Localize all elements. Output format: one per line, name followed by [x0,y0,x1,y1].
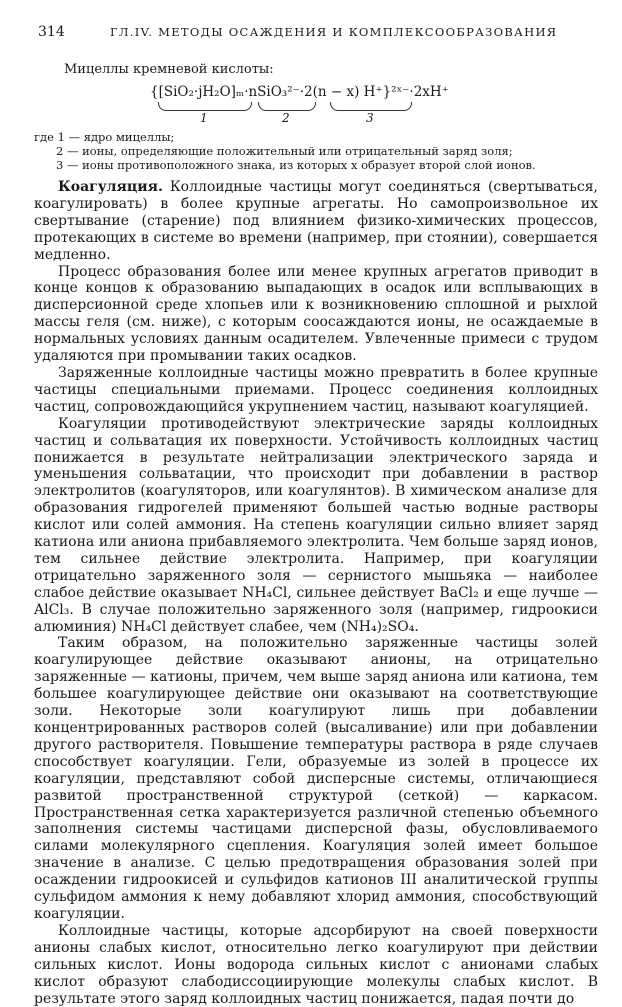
underbrace-label-3: 3 [366,111,374,125]
running-title: ГЛ.IV. МЕТОДЫ ОСАЖДЕНИЯ И КОМПЛЕКСООБРАЗОВАНИЯ [110,25,558,39]
legend-line-3: 3 — ионы противоположного знака, из которых x образует второй слой ионов. [56,158,536,172]
legend-line-2: 2 — ионы, определяющие положительный или отрицательный заряд золя; [56,144,513,158]
formula-legend [34,130,594,172]
underbrace-2 [258,102,316,111]
formula-potential-ions: ·nSiO₃²⁻ [244,84,300,100]
paragraph-3: Заряженные коллоидные частицы можно превратить в более крупные частицы специальными приемами. Процесс соединения коллоидных частиц, сопровождающийся укрупнением частиц, называют коагуляцией. [34,364,598,415]
paragraph-4: Коагуляции противодействуют электрические заряды коллоидных частиц и сольватация их поверхности. Устойчивость коллоидных частиц понижается в результате нейтрализации электрического заряда и уменьшения сольватации, что происходит при добавлении в раствор электролитов (коагуляторов, или коагулянтов). В химическом анализе для образования гидрогелей применяют большей частью водные растворы кислот или солей аммония. На степень коагуляции сильно влияет заряд катиона или аниона прибавляемого электролита. Чем больше заряд ионов, тем сильнее действие электролита. Например, при коагуляции отрицательно заряженного золя — сернистого мышьяка — наиболее слабое действие оказывает NH₄Cl, сильнее действует BaCl₂ и еще лучше — AlCl₃. В случае положительно заряженного золя (например, гидроокиси алюминия) NH₄Cl действует слабее, чем (NH₄)₂SO₄. [34,415,598,635]
underbrace-label-1: 1 [200,111,208,125]
paragraph-6: Коллоидные частицы, которые адсорбируют на своей поверхности анионы слабых кислот, относительно легко коагулируют при действии сильных кислот. Ионы водорода сильных кислот с анионами слабых кислот образуют слабодиссоциирующие молекулы слабых кислот. В результате этого заряд коллоидных частиц понижается, падая почти до [34,922,598,1007]
page-number: 314 [38,24,65,40]
underbrace-3 [330,102,412,111]
micelle-formula [150,84,470,126]
body-text [34,179,598,1007]
paragraph-coagulation [34,179,598,264]
formula-line [150,84,449,100]
underbrace-label-2: 2 [282,111,290,125]
paragraph-2: Процесс образования более или менее крупных агрегатов приводит в конце концов к образованию выпадающих в осадок или всплывающих в дисперсионной среде хлопьев или к возникновению сплошной и рыхлой массы геля (см. ниже), с которым соосаждаются ионы, не осаждаемые в нормальных условиях данным осадителем. Увлеченные примеси с трудом удаляются при промывании таких осадков. [34,263,598,365]
paragraph-5: Таким образом, на положительно заряженные частицы золей коагулирующее действие оказывают анионы, на отрицательно заряженные — катионы, причем, чем выше заряд аниона или катиона, тем большее коагулирующее действие они оказывают на соответствующие золи. Некоторые золи коагулируют лишь при добавлении концентрированных растворов солей (высаливание) или при добавлении другого растворителя. Повышение температуры раствора в ряде случаев способствует коагуляции. Гели, образуемые из золей в процессе их коагуляции, представляют собой дисперсные системы, отличающиеся развитой пространственной структурой (сеткой) — каркасом. Пространственная сетка характеризуется различной степенью объемного заполнения системы частицами дисперсной фазы, обусловливаемого силами молекулярного сцепления. Коагуляция золей имеет большое значение в анализе. С целью предотвращения образования золей при осаждении гидроокисей и сульфидов катионов III аналитической группы сульфидом аммония к нему добавляют хлорид аммония, способствующий коагуляции. [34,635,598,922]
underbrace-1 [158,102,252,111]
formula-caption: Мицеллы кремневой кислоты: [64,62,274,77]
paragraph-1-text: Коллоидные частицы могут соединяться (свертываться, коагулировать) в более крупные агрегаты. Но самопроизвольное их свертывание (старение) под влиянием физико-химических процессов, протекающих в системе во времени (например, при стоянии), совершается медленно. [34,179,598,263]
legend-line-1: где 1 — ядро мицеллы; [34,130,175,144]
page-header [38,24,598,42]
term-coagulation: Коагуляция. [58,179,163,195]
formula-core: {[SiO₂·jH₂O]ₘ [150,84,245,100]
formula-counter-ions: ·2(n − x) H⁺}²ˣ⁻·2xH⁺ [299,84,449,100]
